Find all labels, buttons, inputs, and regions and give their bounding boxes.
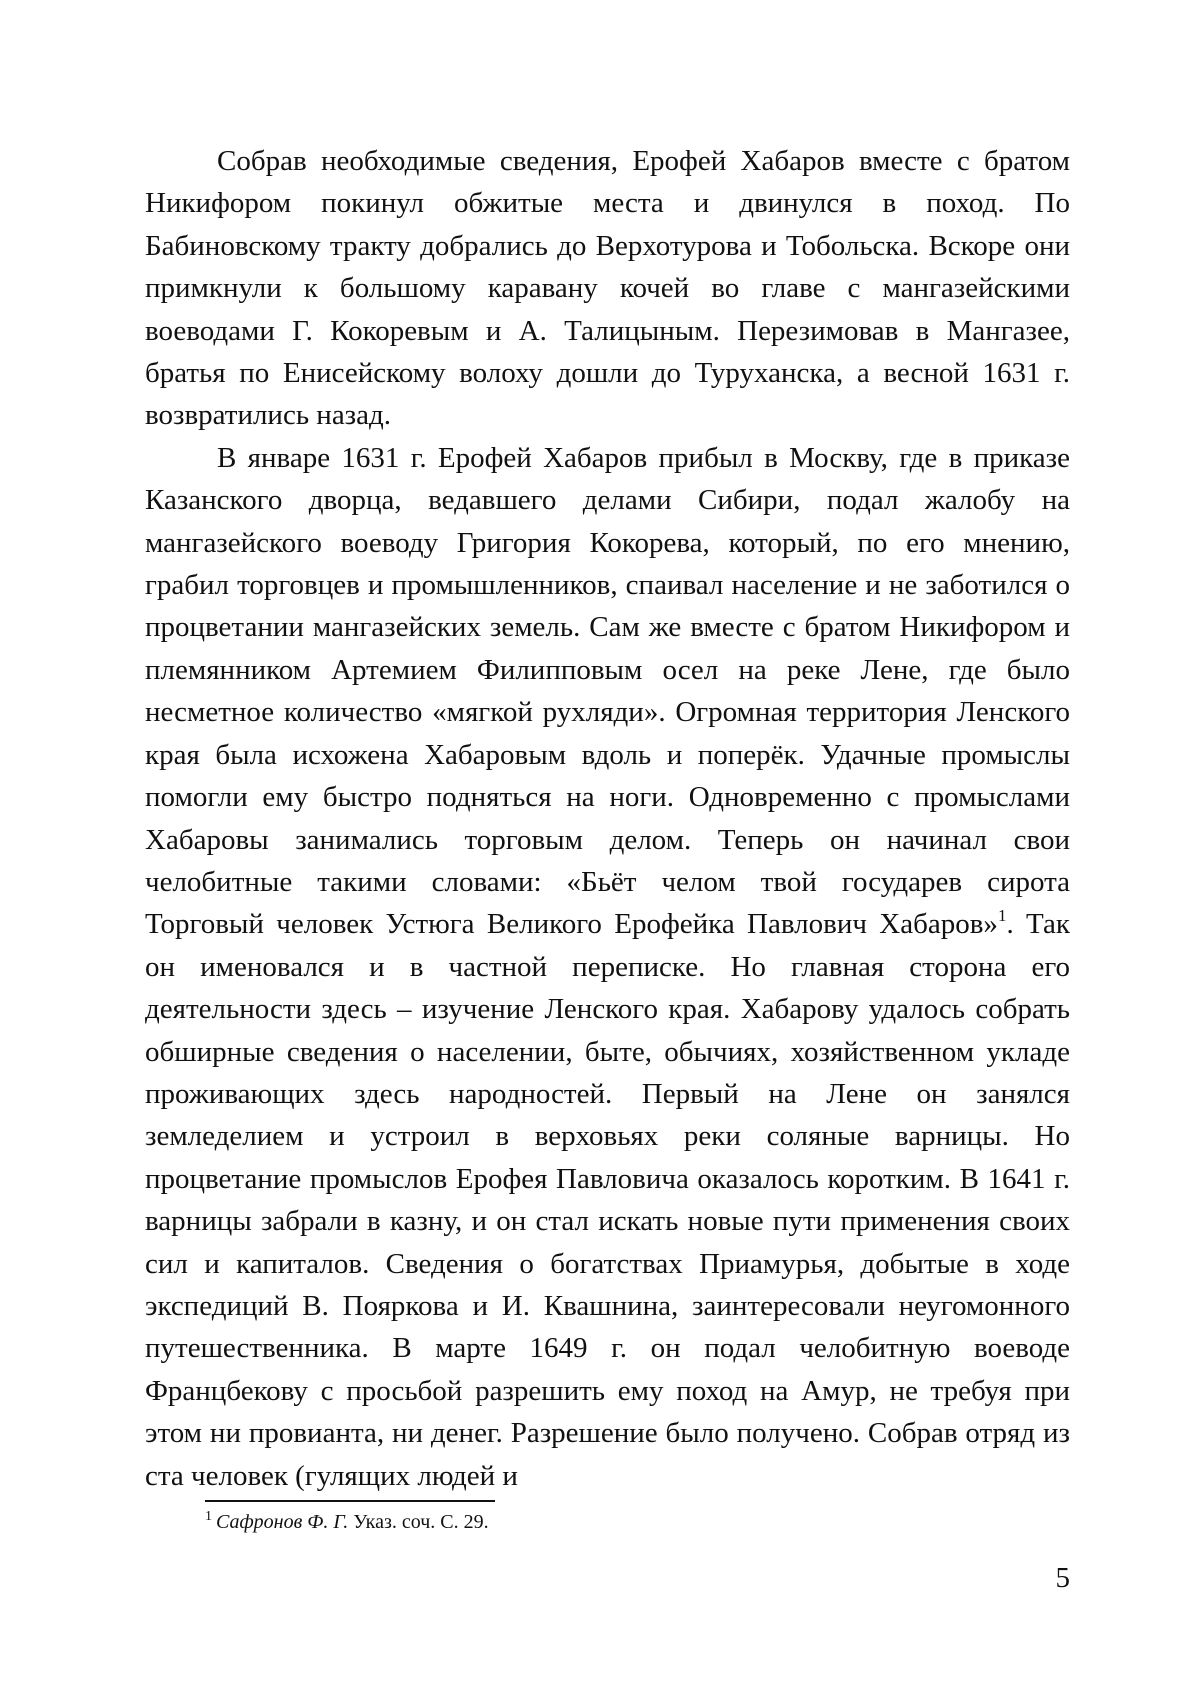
paragraph-2 (145, 437, 1070, 1497)
footnote-number: 1 (205, 1509, 212, 1524)
paragraph-2-text-after: . Так он именовался и в частной переписке. Но главная сторона его деятельности здесь – изучение Ленского края. Хабарову удалось собрать обширные сведения о населении, быте, обычиях, хозяйственном укладе проживающих здесь народностей. Первый на Лене он занялся земледелием и устроил в верховьях реки соляные варницы. Но процветание промыслов Ерофея Павловича оказалось коротким. В 1641 г. варницы забрали в казну, и он стал искать новые пути применения своих сил и капиталов. Сведения о богатствах Приамурья, добытые в ходе экспедиций В. Пояркова и И. Квашнина, заинтересовали неугомонного путешественника. В марте 1649 г. он подал челобитную воеводе Францбекову с просьбой разрешить ему поход на Амур, не требуя при этом ни провианта, ни денег. Разрешение было получено. Собрав отряд из ста человек (гулящих людей и (145, 908, 1070, 1492)
footnote-reference[interactable]: 1 (997, 905, 1007, 925)
body-text (145, 140, 1070, 1497)
paragraph-2-text-before: В январе 1631 г. Ерофей Хабаров прибыл в Москву, где в приказе Казанского дворца, ведавшего делами Сибири, подал жалобу на мангазейского воеводу Григория Кокорева, который, по его мнению, грабил торговцев и промышленников, спаивал население и не заботился о процветании мангазейских земель. Сам же вместе с братом Никифором и племянником Артемием Филипповым осел на реке Лене, где было несметное количество «мягкой рухляди». Огромная территория Ленского края была исхожена Хабаровым вдоль и поперёк. Удачные промыслы помогли ему быстро подняться на ноги. Одновременно с промыслами Хабаровы занимались торговым делом. Теперь он начинал свои челобитные такими словами: «Бьёт челом твой государев сирота Торговый человек Устюга Великого Ерофейка Павлович Хабаров» (145, 441, 1070, 941)
footnote-text: Указ. соч. С. 29. (348, 1511, 489, 1533)
paragraph-1-text: Собрав необходимые сведения, Ерофей Хабаров вместе с братом Никифором покинул обжитые места и двинулся в поход. По Бабиновскому тракту добрались до Верхотурова и Тобольска. Вскоре они примкнули к большому каравану кочей во главе с мангазейскими воеводами Г. Кокоревым и А. Талицыным. Перезимовав в Мангазее, братья по Енисейскому волоху дошли до Туруханска, а весной 1631 г. возвратились назад. (145, 145, 1070, 432)
footnote (205, 1508, 1070, 1539)
footnote-author: Сафронов Ф. Г. (216, 1511, 349, 1533)
page-number: 5 (1055, 1562, 1070, 1594)
footnote-separator (205, 1500, 495, 1502)
paragraph-1 (145, 140, 1070, 437)
